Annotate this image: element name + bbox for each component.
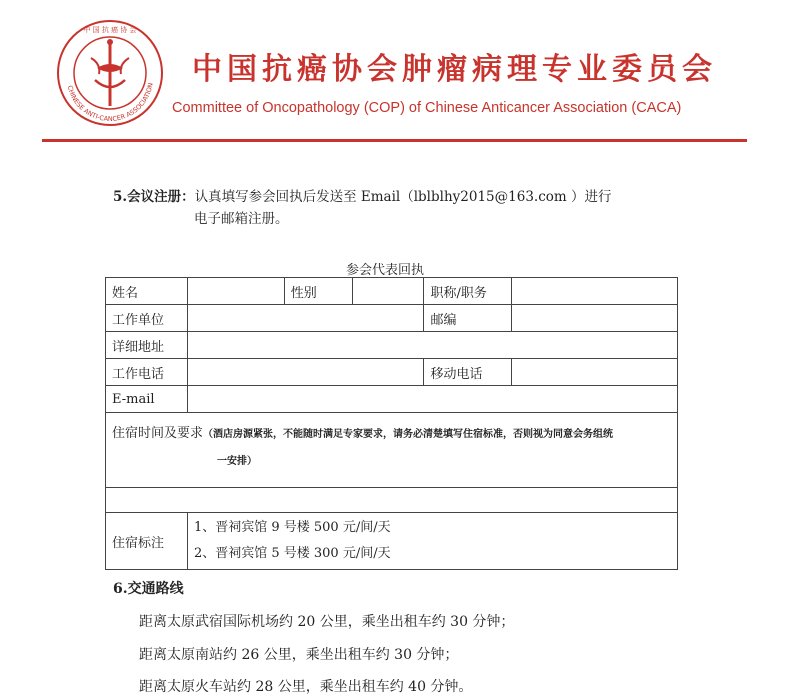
table-row xyxy=(106,386,678,413)
gender-field[interactable] xyxy=(352,278,424,305)
standard-label: 住宿标注 xyxy=(106,513,188,570)
standard-option-1[interactable]: 1、晋祠宾馆 9 号楼 500 元/间/天 xyxy=(193,520,391,535)
registration-line2: 电子邮箱注册。 xyxy=(194,211,289,227)
postcode-field[interactable] xyxy=(512,305,678,332)
table-row xyxy=(106,413,678,488)
lodging-requirements-field[interactable] xyxy=(106,488,678,513)
unit-label: 工作单位 xyxy=(106,305,188,332)
table-row xyxy=(106,305,678,332)
address-label: 详细地址 xyxy=(106,332,188,359)
svg-text:中 国 抗 癌 协 会: 中 国 抗 癌 协 会 xyxy=(83,26,137,34)
email-field[interactable] xyxy=(187,386,677,413)
mobile-label: 移动电话 xyxy=(424,359,512,386)
lodging-note-cont: 一安排） xyxy=(217,456,257,467)
position-label: 职称/职务 xyxy=(424,278,512,305)
section-registration xyxy=(113,186,693,230)
route-airport: 距离太原武宿国际机场约 20 公里，乘坐出租车约 30 分钟； xyxy=(139,614,515,630)
association-logo xyxy=(55,18,165,128)
svg-text:CHINESE ANTI-CANCER ASSOCIATIO: CHINESE ANTI-CANCER ASSOCIATION xyxy=(65,82,155,124)
table-row xyxy=(106,513,678,570)
work-phone-label: 工作电话 xyxy=(106,359,188,386)
table-row xyxy=(106,359,678,386)
table-row xyxy=(106,332,678,359)
header-divider xyxy=(42,139,747,142)
unit-field[interactable] xyxy=(187,305,424,332)
table-row xyxy=(106,278,678,305)
route-railway-station: 距离太原火车站约 28 公里，乘坐出租车约 40 分钟。 xyxy=(139,679,473,695)
form-title: 参会代表回执 xyxy=(346,263,425,278)
route-south-station: 距离太原南站约 26 公里，乘坐出租车约 30 分钟； xyxy=(139,647,459,663)
registration-heading: 5.会议注册： xyxy=(113,189,195,205)
lodging-note: （酒店房源紧张，不能随时满足专家要求，请务必清楚填写住宿标准，否则视为同意会务组统 xyxy=(203,429,614,440)
transport-heading: 6.交通路线 xyxy=(113,581,184,597)
gender-label: 性别 xyxy=(284,278,352,305)
name-label: 姓名 xyxy=(106,278,188,305)
standard-options xyxy=(187,513,677,570)
committee-title-en: Committee of Oncopathology (COP) of Chinese Anticancer Association (CACA) xyxy=(172,100,682,116)
registration-line1: 认真填写参会回执后发送至 Email（lblblhy2015@163.com ）进行 xyxy=(194,189,612,205)
lodging-requirements-cell[interactable] xyxy=(106,413,678,488)
standard-option-2[interactable]: 2、晋祠宾馆 5 号楼 300 元/间/天 xyxy=(193,546,391,561)
mobile-field[interactable] xyxy=(512,359,678,386)
postcode-label: 邮编 xyxy=(424,305,512,332)
work-phone-field[interactable] xyxy=(187,359,424,386)
table-row xyxy=(106,488,678,513)
lodging-label: 住宿时间及要求 xyxy=(112,426,204,441)
name-field[interactable] xyxy=(187,278,284,305)
registration-form-table xyxy=(105,277,678,570)
email-label: E-mail xyxy=(106,386,188,413)
address-field[interactable] xyxy=(187,332,677,359)
position-field[interactable] xyxy=(512,278,678,305)
committee-title-cn: 中国抗癌协会肿瘤病理专业委员会 xyxy=(192,52,717,87)
